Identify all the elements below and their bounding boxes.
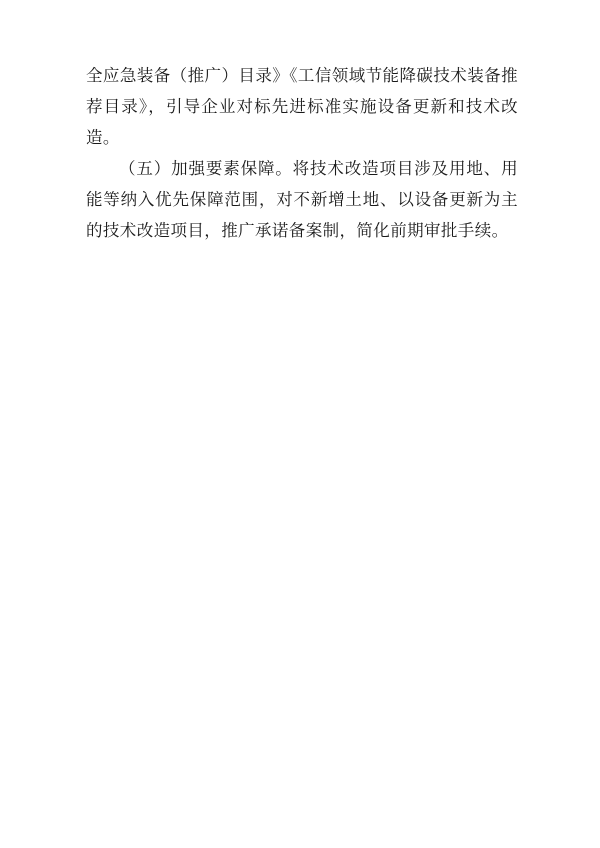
document-body: [86, 60, 518, 246]
paragraph-continued: 全应急装备（推广）目录》《工信领域节能降碳技术装备推荐目录》，引导企业对标先进标准实施设备更新和技术改造。: [86, 66, 518, 147]
paragraph-item-five: （五）加强要素保障。将技术改造项目涉及用地、用能等纳入优先保障范围，对不新增土地、以设备更新为主的技术改造项目，推广承诺备案制，简化前期审批手续。: [86, 159, 518, 240]
